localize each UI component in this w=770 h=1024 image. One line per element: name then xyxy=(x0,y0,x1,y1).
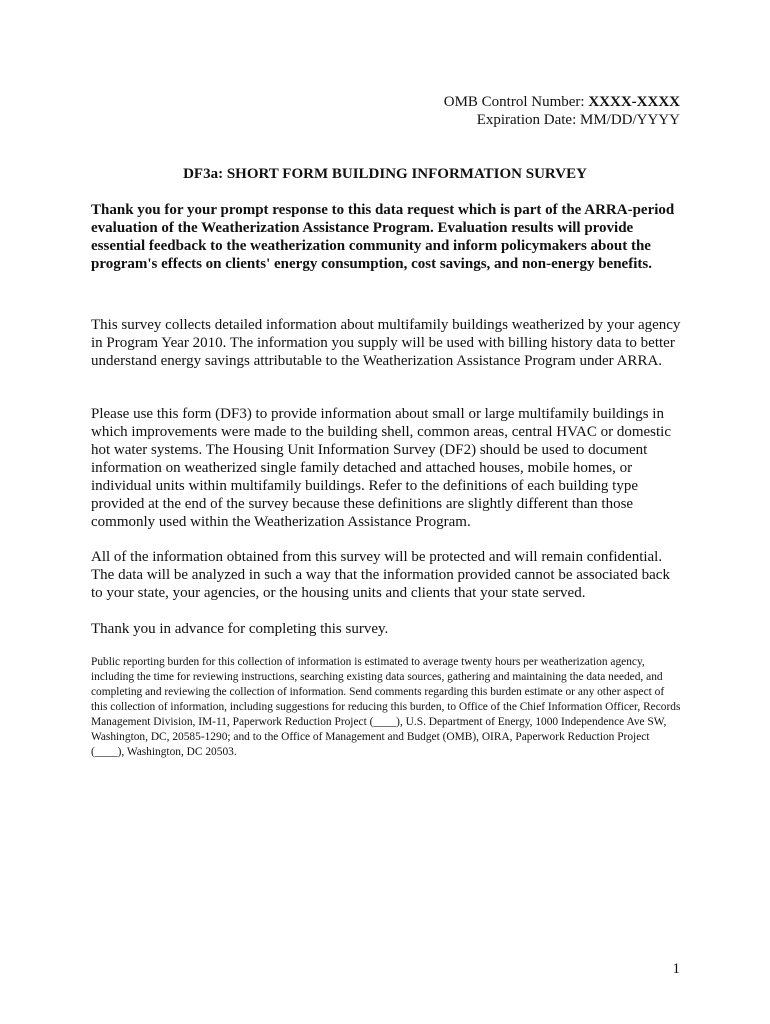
omb-control-label: OMB Control Number: xyxy=(443,94,589,110)
paragraph-thank-you: Thank you in advance for completing this survey. xyxy=(91,621,389,637)
paragraph-confidentiality: All of the information obtained from this survey will be protected and will remain confidential. The data will be analyzed in such a way that the information provided cannot be associated back to your state, your agencies, or the housing units and clients that your state served. xyxy=(91,549,670,601)
paragraph-form-usage: Please use this form (DF3) to provide information about small or large multifamily buildings in which improvements were made to the building shell, common areas, central HVAC or domestic hot water systems. The Housing Unit Information Survey (DF2) should be used to document information on weatherized single family detached and attached houses, mobile homes, or individual units within multifamily buildings. Refer to the definitions of each building type provided at the end of the survey because these definitions are slightly different than those commonly used within the Weatherization Assistance Program. xyxy=(91,406,671,530)
page-number: 1 xyxy=(672,961,680,977)
paragraph-survey-purpose: This survey collects detailed information about multifamily buildings weatherized by your agency in Program Year 2010. The information you supply will be used with billing history data to better understand energy savings attributable to the Weatherization Assistance Program under ARRA. xyxy=(91,317,681,369)
intro-paragraph: Thank you for your prompt response to this data request which is part of the ARRA-period evaluation of the Weatherization Assistance Program. Evaluation results will provide essential feedback to the weatherization community and inform policymakers about the program's effects on clients' energy consumption, cost savings, and non-energy benefits. xyxy=(91,202,675,272)
control-info-block xyxy=(444,93,680,129)
expiration-date: Expiration Date: MM/DD/YYYY xyxy=(476,112,680,128)
omb-control-value: XXXX-XXXX xyxy=(588,94,680,110)
omb-control-number xyxy=(444,93,680,111)
document-title: DF3a: SHORT FORM BUILDING INFORMATION SURVEY xyxy=(183,166,587,182)
burden-statement: Public reporting burden for this collection of information is estimated to average twenty hours per weatherization agency, including the time for reviewing instructions, searching existing data sources, gathering and maintaining the data needed, and completing and reviewing the collection of information. Send comments regarding this burden estimate or any other aspect of this collection of information, including suggestions for reducing this burden, to Office of the Chief Information Officer, Records Management Division, IM-11, Paperwork Reduction Project (____), U.S. Department of Energy, 1000 Independence Ave SW, Washington, DC, 20585-1290; and to the Office of Management and Budget (OMB), OIRA, Paperwork Reduction Project (____), Washington, DC 20503. xyxy=(91,656,681,758)
